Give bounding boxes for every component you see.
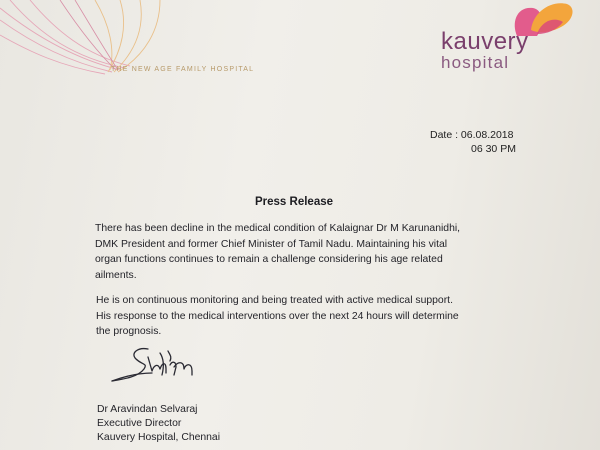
handwritten-signature [108,343,208,389]
paragraph-line: He is on continuous monitoring and being treated with active medical support. [96,295,453,306]
paragraph-line: ailments. [95,269,137,281]
paragraph-line: organ functions continues to remain a challenge considering his age related [95,254,443,265]
paragraph-line: There has been decline in the medical condition of Kalaignar Dr M Karunanidhi, [95,223,461,234]
logo-wordmark-kauvery: kauvery [441,28,529,55]
release-time: 06 30 PM [471,143,516,155]
date-time-block [430,128,516,156]
signatory-organization: Kauvery Hospital, Chennai [97,432,221,443]
paragraph-line: the prognosis. [96,326,162,337]
logo-wordmark-hospital: hospital [441,53,510,72]
paragraph-monitoring [96,293,548,340]
release-date: Date : 06.08.2018 [430,129,514,141]
paragraph-line: His response to the medical interventions over the next 24 hours will determine [96,310,459,322]
hospital-tagline: THE NEW AGE FAMILY HOSPITAL [111,66,255,73]
signatory-designation: Executive Director [97,418,182,429]
kauvery-hospital-logo [437,0,587,76]
signatory-name: Dr Aravindan Selvaraj [97,404,198,415]
paragraph-condition [95,221,547,283]
signatory-block [97,403,220,445]
paragraph-line: DMK President and former Chief Minister of Tamil Nadu. Maintaining his vital [95,238,448,250]
document-title: Press Release [255,196,334,208]
